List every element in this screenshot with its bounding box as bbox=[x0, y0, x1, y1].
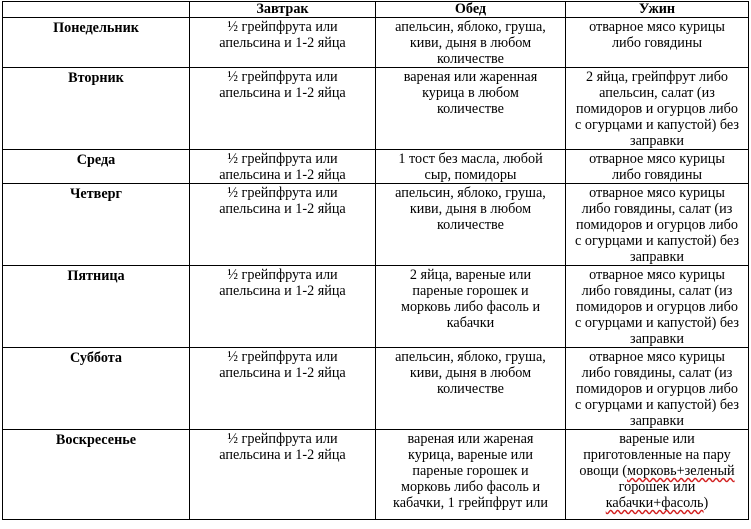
dinner-line: либо говядины, салат (из bbox=[581, 365, 733, 381]
dinner-line: отварное мясо курицы bbox=[589, 151, 725, 167]
weekly-menu-table bbox=[2, 1, 749, 520]
breakfast-line: ½ грейпфрута или bbox=[227, 151, 338, 167]
lunch-line: количестве bbox=[437, 217, 504, 233]
table-row bbox=[3, 266, 749, 348]
lunch-line: курица, вареные или bbox=[408, 447, 533, 463]
table-row bbox=[3, 150, 749, 184]
breakfast-line: апельсина и 1-2 яйца bbox=[219, 85, 346, 101]
table-row bbox=[3, 430, 749, 520]
dinner-line: помидоров и огурцов либо bbox=[576, 217, 738, 233]
breakfast-cell bbox=[190, 184, 376, 266]
dinner-line: заправки bbox=[630, 133, 684, 149]
lunch-line: морковь либо фасоль и bbox=[400, 479, 541, 495]
dinner-cell bbox=[566, 68, 749, 150]
breakfast-cell bbox=[190, 68, 376, 150]
dinner-line: заправки bbox=[630, 249, 684, 265]
dinner-line: овощи (морковь+зеленый bbox=[579, 463, 735, 479]
breakfast-line: апельсина и 1-2 яйца bbox=[219, 35, 346, 51]
breakfast-line: ½ грейпфрута или bbox=[227, 185, 338, 201]
lunch-cell bbox=[376, 150, 566, 184]
table-row bbox=[3, 348, 749, 430]
breakfast-line: апельсина и 1-2 яйца bbox=[219, 447, 346, 463]
table-row bbox=[3, 68, 749, 150]
breakfast-line: ½ грейпфрута или bbox=[227, 431, 338, 447]
dinner-line: отварное мясо курицы bbox=[589, 267, 725, 283]
dinner-line: вареные или bbox=[619, 431, 695, 447]
header-breakfast: Завтрак bbox=[190, 2, 376, 18]
lunch-line: курица в любом bbox=[422, 85, 519, 101]
dinner-cell bbox=[566, 150, 749, 184]
day-cell: Воскресенье bbox=[3, 430, 190, 520]
dinner-line: либо говядины bbox=[611, 167, 703, 183]
breakfast-line: апельсина и 1-2 яйца bbox=[219, 283, 346, 299]
lunch-cell bbox=[376, 18, 566, 68]
lunch-line: кабачки bbox=[446, 315, 495, 331]
dinner-cell bbox=[566, 348, 749, 430]
lunch-line: пареные горошек и bbox=[412, 283, 529, 299]
day-cell: Вторник bbox=[3, 68, 190, 150]
dinner-line: с огурцами и капустой) без bbox=[575, 315, 739, 331]
lunch-line: 1 тост без масла, любой bbox=[398, 151, 543, 167]
breakfast-line: апельсина и 1-2 яйца bbox=[219, 167, 346, 183]
dinner-cell bbox=[566, 266, 749, 348]
dinner-line: приготовленные на пару bbox=[583, 447, 731, 463]
table-row bbox=[3, 184, 749, 266]
lunch-cell bbox=[376, 430, 566, 520]
breakfast-line: ½ грейпфрута или bbox=[227, 349, 338, 365]
lunch-line: апельсин, яблоко, груша, bbox=[395, 349, 546, 365]
header-row bbox=[3, 2, 749, 18]
breakfast-cell bbox=[190, 266, 376, 348]
day-cell: Понедельник bbox=[3, 18, 190, 68]
breakfast-line: ½ грейпфрута или bbox=[227, 69, 338, 85]
dinner-line: горошек или bbox=[618, 479, 696, 495]
dinner-line: кабачки+фасоль) bbox=[605, 495, 709, 511]
day-cell: Суббота bbox=[3, 348, 190, 430]
header-corner bbox=[3, 2, 190, 18]
breakfast-line: ½ грейпфрута или bbox=[227, 19, 338, 35]
dinner-line: отварное мясо курицы bbox=[589, 349, 725, 365]
lunch-line: 2 яйца, вареные или bbox=[409, 267, 532, 283]
lunch-cell bbox=[376, 184, 566, 266]
dinner-cell bbox=[566, 18, 749, 68]
lunch-line: морковь либо фасоль и bbox=[400, 299, 541, 315]
breakfast-line: апельсина и 1-2 яйца bbox=[219, 365, 346, 381]
day-cell: Пятница bbox=[3, 266, 190, 348]
breakfast-line: апельсина и 1-2 яйца bbox=[219, 201, 346, 217]
spellcheck-underline: морковь+зеленый bbox=[626, 463, 735, 479]
dinner-line: апельсин, салат (из bbox=[599, 85, 715, 101]
breakfast-cell bbox=[190, 18, 376, 68]
day-cell: Среда bbox=[3, 150, 190, 184]
dinner-line: 2 яйца, грейпфрут либо bbox=[585, 69, 729, 85]
dinner-line: либо говядины bbox=[611, 35, 703, 51]
lunch-cell bbox=[376, 266, 566, 348]
lunch-line: вареная или жареная bbox=[407, 431, 534, 447]
dinner-line: либо говядины, салат (из bbox=[581, 283, 733, 299]
dinner-line: заправки bbox=[630, 413, 684, 429]
lunch-line: вареная или жаренная bbox=[403, 69, 538, 85]
dinner-line: с огурцами и капустой) без bbox=[575, 233, 739, 249]
breakfast-cell bbox=[190, 348, 376, 430]
lunch-line: пареные горошек и bbox=[412, 463, 529, 479]
dinner-line: помидоров и огурцов либо bbox=[576, 299, 738, 315]
dinner-line: с огурцами и капустой) без bbox=[575, 397, 739, 413]
dinner-line: помидоров и огурцов либо bbox=[576, 381, 738, 397]
lunch-line: количестве bbox=[437, 101, 504, 117]
header-lunch: Обед bbox=[376, 2, 566, 18]
dinner-line: отварное мясо курицы bbox=[589, 185, 725, 201]
breakfast-line: ½ грейпфрута или bbox=[227, 267, 338, 283]
lunch-line: апельсин, яблоко, груша, bbox=[395, 185, 546, 201]
day-cell: Четверг bbox=[3, 184, 190, 266]
table-row bbox=[3, 18, 749, 68]
lunch-cell bbox=[376, 348, 566, 430]
lunch-cell bbox=[376, 68, 566, 150]
dinner-line: помидоров и огурцов либо bbox=[576, 101, 738, 117]
breakfast-cell bbox=[190, 430, 376, 520]
lunch-line: количестве bbox=[437, 381, 504, 397]
header-dinner: Ужин bbox=[566, 2, 749, 18]
lunch-line: киви, дыня в любом bbox=[409, 365, 532, 381]
dinner-line: либо говядины, салат (из bbox=[581, 201, 733, 217]
dinner-cell bbox=[566, 184, 749, 266]
lunch-line: апельсин, яблоко, груша, bbox=[395, 19, 546, 35]
spellcheck-underline: кабачки+фасоль bbox=[605, 495, 704, 511]
dinner-cell bbox=[566, 430, 749, 520]
lunch-line: киви, дыня в любом bbox=[409, 201, 532, 217]
dinner-line: отварное мясо курицы bbox=[589, 19, 725, 35]
dinner-line: заправки bbox=[630, 331, 684, 347]
dinner-line: с огурцами и капустой) без bbox=[575, 117, 739, 133]
lunch-line: сыр, помидоры bbox=[424, 167, 517, 183]
lunch-line: кабачки, 1 грейпфрут или bbox=[393, 495, 548, 511]
lunch-line: киви, дыня в любом bbox=[409, 35, 532, 51]
breakfast-cell bbox=[190, 150, 376, 184]
lunch-line: количестве bbox=[437, 51, 504, 67]
